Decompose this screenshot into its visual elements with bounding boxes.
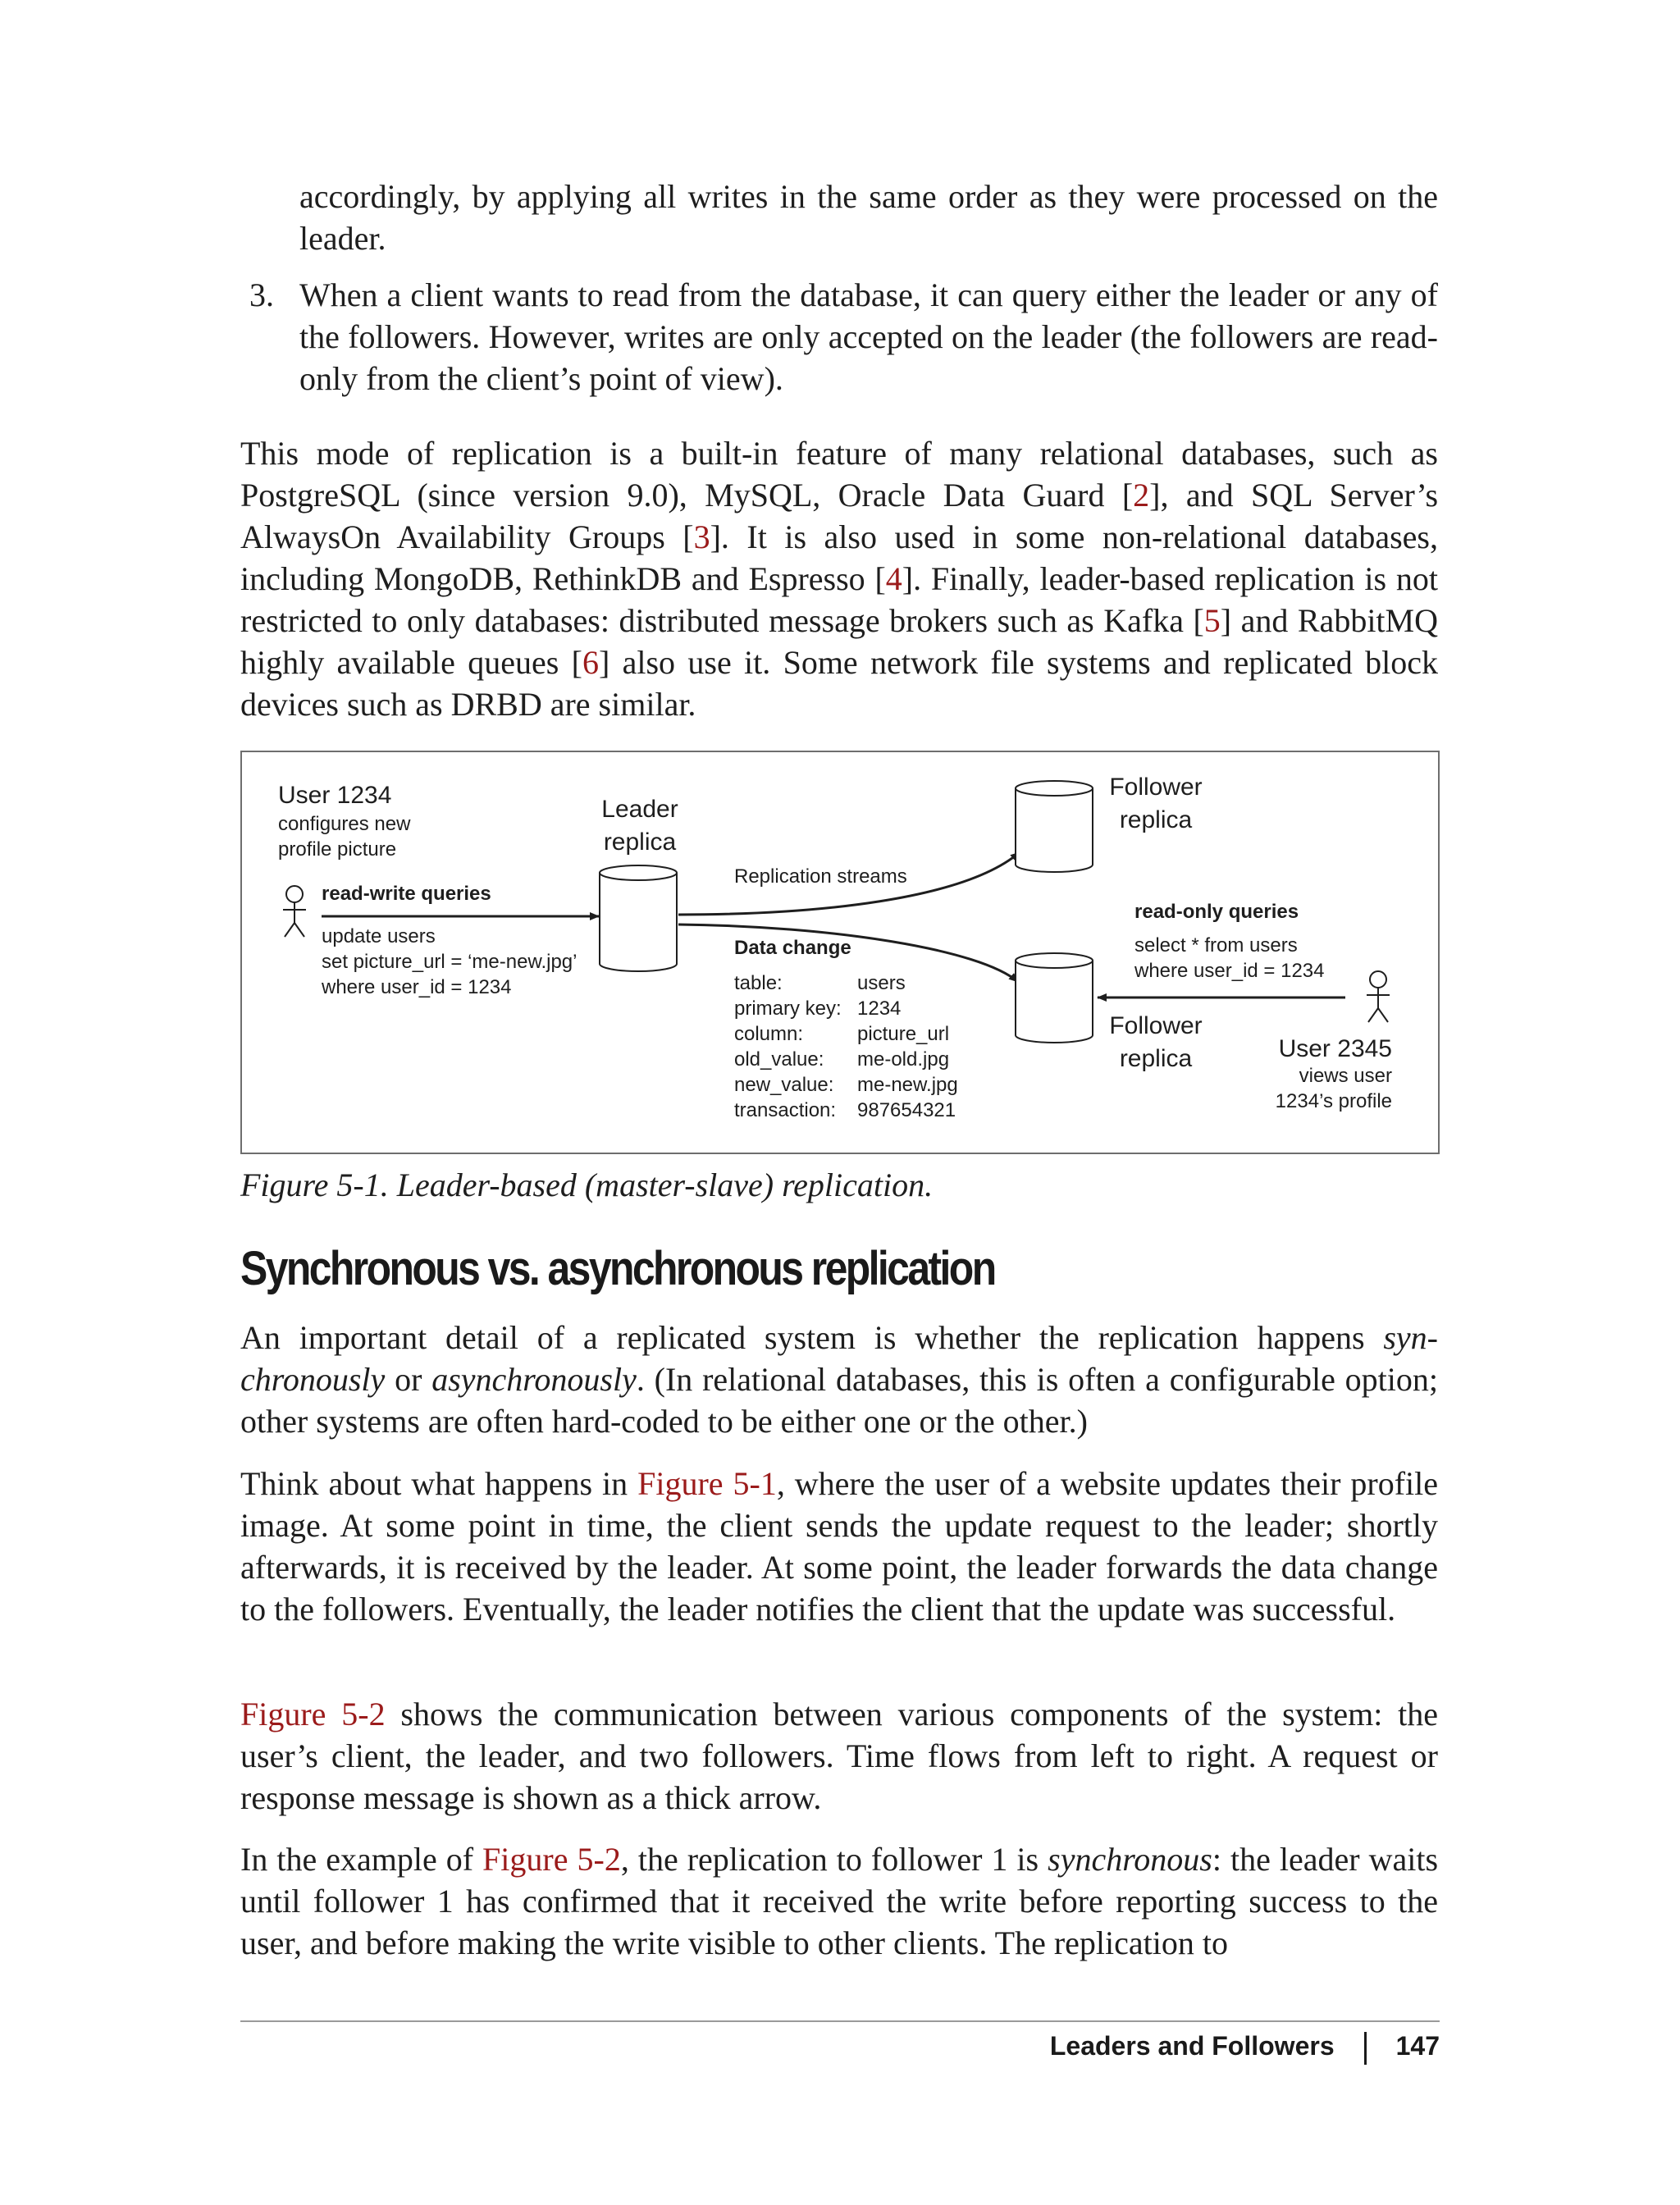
leader-database-icon [600,865,677,971]
section-heading: Synchronous vs. asynchronous replication [240,1242,995,1295]
paragraph-figure-5-1-walkthrough [240,1463,1438,1630]
query-line2: set picture_url = ‘me-new.jpg’ [322,951,578,973]
citation-6[interactable]: 6 [582,644,599,681]
bottom-follower-label-line2: replica [1119,1045,1193,1072]
emphasis-synchronously: synchronously [240,1319,1438,1398]
text-span: In the example of [240,1841,483,1878]
data-change-key: primary key: [734,998,842,1020]
top-follower-label-line2: replica [1119,806,1193,833]
text-span: This mode of replication is a built-in feature of many relational databases, such as PostgreSQL (since version 9.0), MySQL, Oracle Data Guard [ [240,435,1438,514]
text-span: Think about what happens in [240,1465,638,1502]
top-follower-label-line1: Follower [1109,774,1203,801]
text-span: ]. Finally, leader-based replication is not restricted to only databases: distributed message brokers such as Kafka [ [240,560,1439,639]
data-change-value: me-old.jpg [857,1048,950,1071]
text-span: : the leader waits until follower 1 has confirmed that it received the write before reporting success to the user, and before making the write visible to other clients. The replication to [240,1841,1439,1961]
read-only-queries-label: read-only queries [1134,901,1299,923]
text-span: shows the communication between various components of the system: the user’s client, the leader, and two followers. Time flows from left to right. A request or response message is shown as a thick arrow. [240,1696,1439,1816]
footer-section-title: Leaders and Followers [1049,2031,1335,2061]
text-span: ]. It is also used in some non-relational databases, including MongoDB, RethinkDB and Espresso [ [240,518,1438,597]
emphasis-asynchronously: asynchronously [431,1361,637,1398]
page-number: 147 [1395,2031,1440,2061]
list-item-3: When a client wants to read from the database, it can query either the leader or any of the followers. However, writes are only accepted on the leader (the followers are read-only from the client’s point of view). [299,276,1438,397]
text-span: , the replication to follower 1 is [620,1841,1048,1878]
user-2345-desc-line1: views user [1299,1065,1392,1087]
data-change-value: me-new.jpg [857,1074,958,1096]
figure-caption: Figure 5-1. Leader-based (master-slave) replication. [240,1166,934,1203]
link-figure-5-2[interactable]: Figure 5-2 [240,1696,386,1732]
read-write-queries-label: read-write queries [322,883,491,905]
list-item-3-number: 3. [249,276,274,313]
link-figure-5-2-second[interactable]: Figure 5-2 [482,1841,621,1878]
paragraph-figure-5-2-overview [240,1693,1438,1819]
user-1234-desc-line2: profile picture [278,838,397,861]
user-1234-stick-figure-icon [283,886,306,937]
footer-rule [240,2020,1440,2022]
ro-query-line2: where user_id = 1234 [1134,960,1325,982]
leader-label-line1: Leader [601,796,678,823]
leader-label-line2: replica [603,829,677,856]
data-change-value: 987654321 [857,1099,956,1121]
paragraph-synchronous-example [240,1838,1438,1964]
list-item-2-continuation: accordingly, by applying all writes in the same order as they were processed on the leader. [299,178,1438,257]
paragraph-sync-async [240,1317,1438,1442]
bottom-follower-database-icon [1016,953,1093,1043]
text-span: ] also use it. Some network file systems and replicated block devices such as DRBD are similar. [240,644,1439,723]
citation-2[interactable]: 2 [1133,477,1150,514]
query-line1: update users [322,925,436,947]
footer-separator [1364,2032,1367,2065]
text-span: ], and SQL Server’s AlwaysOn Availability Groups [ [240,477,1439,555]
user-1234-title: User 1234 [278,782,392,809]
top-follower-database-icon [1016,781,1093,872]
citation-4[interactable]: 4 [885,560,902,597]
data-change-key: table: [734,972,783,994]
citation-3[interactable]: 3 [693,518,710,555]
user-2345-desc-line2: 1234’s profile [1275,1090,1392,1112]
data-change-title: Data change [734,937,851,959]
replication-streams-label: Replication streams [734,865,907,888]
data-change-key: new_value: [734,1074,834,1096]
page-footer [1050,2031,1440,2065]
paragraph-replication-databases [240,432,1438,725]
data-change-table [734,972,958,1121]
link-figure-5-1[interactable]: Figure 5-1 [637,1465,777,1502]
user-2345-title: User 2345 [1278,1035,1392,1062]
text-span: or [385,1361,432,1398]
data-change-key: old_value: [734,1048,824,1071]
emphasis-synchronous: synchronous [1048,1841,1212,1878]
data-change-key: column: [734,1023,804,1045]
citation-5[interactable]: 5 [1203,602,1221,639]
user-1234-desc-line1: configures new [278,813,411,835]
data-change-value: 1234 [857,998,902,1020]
data-change-value: picture_url [857,1023,950,1045]
figure-5-1 [240,751,1440,1154]
text-span: . (In relational databases, this is often a configurable option; other systems are often hard-coded to be either one or the other.) [240,1361,1438,1440]
data-change-value: users [857,972,906,994]
user-2345-stick-figure-icon [1367,971,1390,1022]
bottom-follower-label-line1: Follower [1109,1012,1203,1039]
text-span: ] and RabbitMQ highly available queues [ [240,602,1438,681]
query-line3: where user_id = 1234 [322,976,512,998]
replication-diagram [242,752,1438,1153]
data-change-key: transaction: [734,1099,837,1121]
text-span: An important detail of a replicated system is whether the replication happens [240,1319,1384,1356]
ro-query-line1: select * from users [1134,934,1298,956]
text-span: , where the user of a website updates their profile image. At some point in time, the client sends the update request to the leader; shortly afterwards, it is received by the leader. At some point, the leader forwards the data change to the followers. Eventually, the leader notifies the client that the update was successful. [240,1465,1439,1628]
